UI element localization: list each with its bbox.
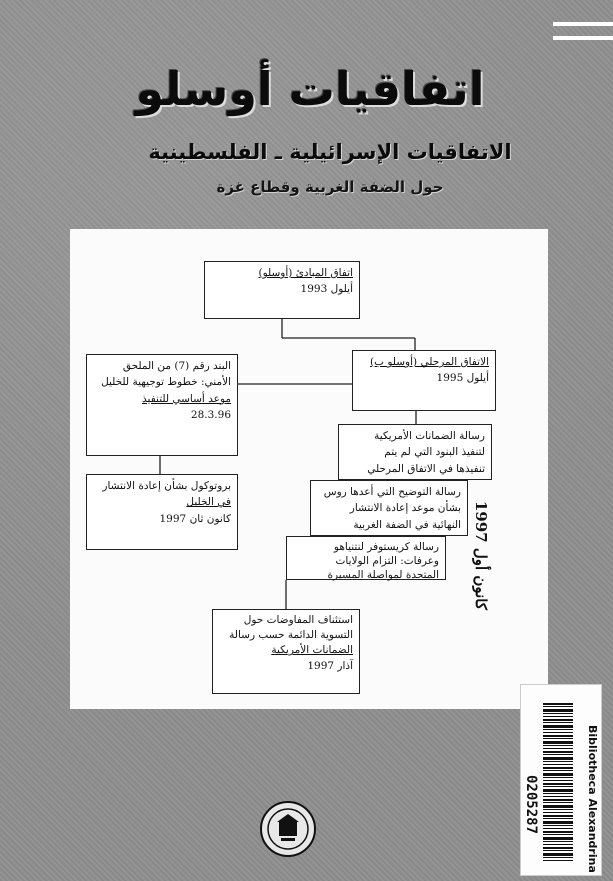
flow-box-christopher-letter: [286, 536, 446, 580]
flow-box-interim-agreement: [352, 350, 496, 411]
box-date: أيلول 1995: [436, 372, 489, 385]
library-name: Bibliotheca Alexandrina: [586, 725, 599, 873]
top-corner-strip: [553, 0, 613, 50]
box-text: وعرفات: التزام الولايات: [335, 555, 439, 568]
library-barcode-label: [520, 684, 602, 876]
box-text: رسالة كريستوفر لنتنياهو: [333, 541, 439, 553]
flow-box-ross-clarification-letter: [310, 480, 468, 536]
flow-box-oslo-principles: [204, 261, 360, 319]
box-text: النهائية في الضفة الغربية: [353, 518, 461, 531]
flow-box-security-annex: [86, 354, 238, 456]
box-text: بشأن موعد إعادة الانتشار: [349, 502, 461, 515]
box-text: رسالة التوضيح التي أعدها روس: [323, 486, 461, 498]
box-text: المتحدة لمواصلة المسيرة: [327, 569, 439, 582]
cover-subtitle: الاتفاقيات الإسرائيلية ـ الفلسطينية: [148, 140, 512, 164]
box-text: بروتوكول بشأن إعادة الانتشار: [102, 480, 231, 492]
box-text: التسوية الدائمة حسب رسالة: [229, 629, 353, 642]
box-text: الضمانات الأمريكية: [271, 644, 353, 657]
flow-box-permanent-status-negotiations: [212, 609, 360, 694]
box-heading: الاتفاق المرحلي (أوسلو ب): [370, 356, 489, 368]
barcode-icon: [543, 703, 573, 863]
box-date: 28.3.96: [190, 408, 231, 421]
cover-title: اتفاقيات أوسلو: [135, 62, 485, 116]
barcode-number: 0205287: [523, 775, 539, 835]
box-date: كانون ثان 1997: [159, 512, 231, 525]
box-date: أيلول 1993: [300, 283, 353, 296]
publisher-seal-icon: [259, 800, 317, 858]
publication-date: كانون أول 1997: [472, 500, 490, 610]
box-text: رسالة الضمانات الأمريكية: [374, 430, 485, 442]
box-heading: اتفاق المبادئ (أوسلو): [258, 267, 353, 279]
box-text: لتنفيذ البنود التي لم يتم: [384, 446, 485, 459]
cover-subtitle-secondary: حول الضفة الغربية وقطاع غزة: [216, 178, 444, 196]
box-text: موعد أساسي للتنفيذ: [142, 392, 231, 405]
box-text: استئناف المفاوضات حول: [243, 614, 353, 626]
box-text: الأمني: خطوط توجيهية للخليل: [101, 376, 231, 389]
box-date: آذار 1997: [307, 659, 353, 672]
flow-box-hebron-protocol: [86, 474, 238, 550]
box-text: في الخليل: [186, 496, 231, 509]
box-text: تنفيذها في الاتفاق المرحلي: [367, 462, 485, 475]
box-text: البند رقم (7) من الملحق: [122, 360, 231, 372]
